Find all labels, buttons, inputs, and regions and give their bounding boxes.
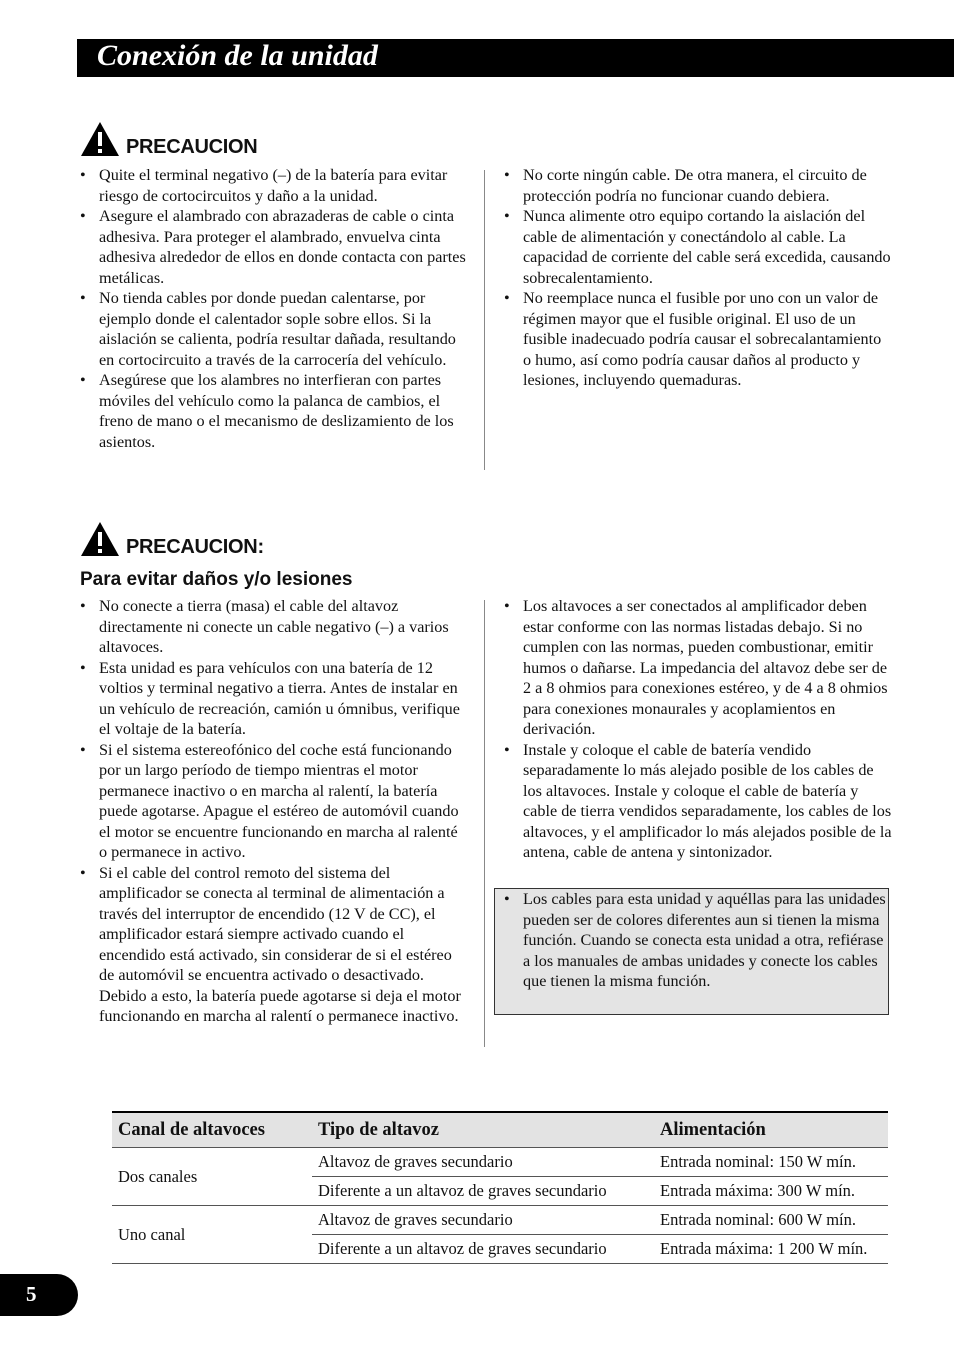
caution1-right-list	[502, 165, 892, 391]
caution1-left-list	[78, 165, 466, 452]
list-item: • No reemplace nunca el fusible por uno con un valor de régimen mayor que el fusible original. El uso de un fusible inadecuado podría causar el sobrecalantamiento o humo, así como podría causar daños al producto y lesiones, incluyendo quemaduras.	[502, 288, 892, 391]
power-cell: Entrada máxima: 300 W mín.	[654, 1177, 888, 1206]
table-header: Tipo de altavoz	[312, 1112, 654, 1148]
type-cell: Diferente a un altavoz de graves secundario	[312, 1235, 654, 1264]
caution2-right-list	[502, 596, 892, 863]
channel-cell: Uno canal	[112, 1206, 312, 1264]
table-row	[112, 1206, 888, 1235]
channel-cell: Dos canales	[112, 1148, 312, 1206]
caution-heading-2	[80, 521, 264, 557]
title-bar	[77, 39, 954, 77]
page-title: Conexión de la unidad	[97, 39, 378, 72]
list-item: • Asegúrese que los alambres no interfieran con partes móviles del vehículo como la palanca de cambios, el freno de mano o el mecanismo de deslizamiento de los asientos.	[78, 370, 466, 452]
page-number: 5	[26, 1282, 37, 1306]
caution-heading-1	[80, 121, 257, 157]
table-header-row	[112, 1112, 888, 1148]
power-cell: Entrada nominal: 600 W mín.	[654, 1206, 888, 1235]
list-item: • Quite el terminal negativo (–) de la batería para evitar riesgo de cortocircuitos y daño a la unidad.	[78, 165, 466, 206]
column-divider	[484, 170, 485, 470]
column-divider	[484, 600, 485, 1047]
list-item: • Si el sistema estereofónico del coche está funcionando por un largo período de tiempo mientras el motor permanece inactivo o en marcha al ralentí, la batería puede agotarse. Apague el estéreo de automóvil cuando el motor se encuentre funcionando en marcha al ralenté o permanece in activo.	[78, 740, 466, 863]
list-item: • Asegure el alambrado con abrazaderas de cable o cinta adhesiva. Para proteger el alambrado, envuelva cinta adhesiva alrededor de ellos en donde contacta con partes metálicas.	[78, 206, 466, 288]
note-list	[502, 889, 892, 992]
power-cell: Entrada máxima: 1 200 W mín.	[654, 1235, 888, 1264]
note-item: • Los cables para esta unidad y aquéllas para las unidades pueden ser de colores diferentes aun si tienen la misma función. Cuando se conecta esta unidad a otra, refiérase a los manuales de ambas unidades y conecte los cables que tienen la misma función.	[502, 889, 892, 992]
speaker-table	[112, 1111, 888, 1264]
table-row	[112, 1148, 888, 1177]
list-item: • No corte ningún cable. De otra manera, el circuito de protección podría no funcionar cuando debiera.	[502, 165, 892, 206]
caution-label: PRECAUCION	[126, 136, 258, 158]
list-item: • No conecte a tierra (masa) el cable del altavoz directamente ni conecte un cable negativo (–) a varios altavoces.	[78, 596, 466, 658]
caution-subtitle: Para evitar daños y/o lesiones	[80, 569, 353, 590]
warning-icon	[80, 121, 120, 157]
page-number-tab	[0, 1274, 78, 1316]
power-cell: Entrada nominal: 150 W mín.	[654, 1148, 888, 1177]
list-item: • Los altavoces a ser conectados al amplificador deben estar conforme con las normas listadas debajo. Si no cumplen con las normas, pueden combustionar, emitir humos o dañarse. La impedancia del altavoz debe ser de 2 a 8 ohmios para conexiones estéreo, y de 4 a 8 ohmios para conexiones monaurales y acoplamientos en derivación.	[502, 596, 892, 740]
type-cell: Diferente a un altavoz de graves secundario	[312, 1177, 654, 1206]
table-header: Canal de altavoces	[112, 1112, 312, 1148]
type-cell: Altavoz de graves secundario	[312, 1148, 654, 1177]
table-header: Alimentación	[654, 1112, 888, 1148]
list-item: • Si el cable del control remoto del sistema del amplificador se conecta al terminal de alimentación a través del interruptor de encendido (12 V de CC), el amplificador estará siempre activado cuando el encendido está activado, sin considerar de si el estéreo de automóvil se encuentra activado o desactivado. Debido a esto, la batería puede agotarse si deja el motor funcionando en marcha al ralentí o permanece inactivo.	[78, 863, 466, 1027]
list-item: • No tienda cables por donde puedan calentarse, por ejemplo donde el calentador sople sobre ellos. Si la aislación se calienta, podría resultar dañada, resultando en cortocircuito a través de la carrocería del vehículo.	[78, 288, 466, 370]
warning-icon	[80, 521, 120, 557]
caution-label: PRECAUCION:	[126, 536, 264, 558]
type-cell: Altavoz de graves secundario	[312, 1206, 654, 1235]
caution2-left-list	[78, 596, 466, 1027]
list-item: • Nunca alimente otro equipo cortando la aislación del cable de alimentación y conectándolo al cable. La capacidad de corriente del cable será excedida, causando sobrecalentamiento.	[502, 206, 892, 288]
list-item: • Esta unidad es para vehículos con una batería de 12 voltios y terminal negativo a tierra. Antes de instalar en un vehículo de recreación, camión u ómnibus, verifique el voltaje de la batería.	[78, 658, 466, 740]
list-item: • Instale y coloque el cable de batería vendido separadamente lo más alejado posible de los cables de los altavoces. Instale y coloque el cable de batería y cable de tierra vendidos separadamente, los cables de los altavoces, y el amplificador lo más alejados posible de la antena, cable de antena y sintonizador.	[502, 740, 892, 863]
